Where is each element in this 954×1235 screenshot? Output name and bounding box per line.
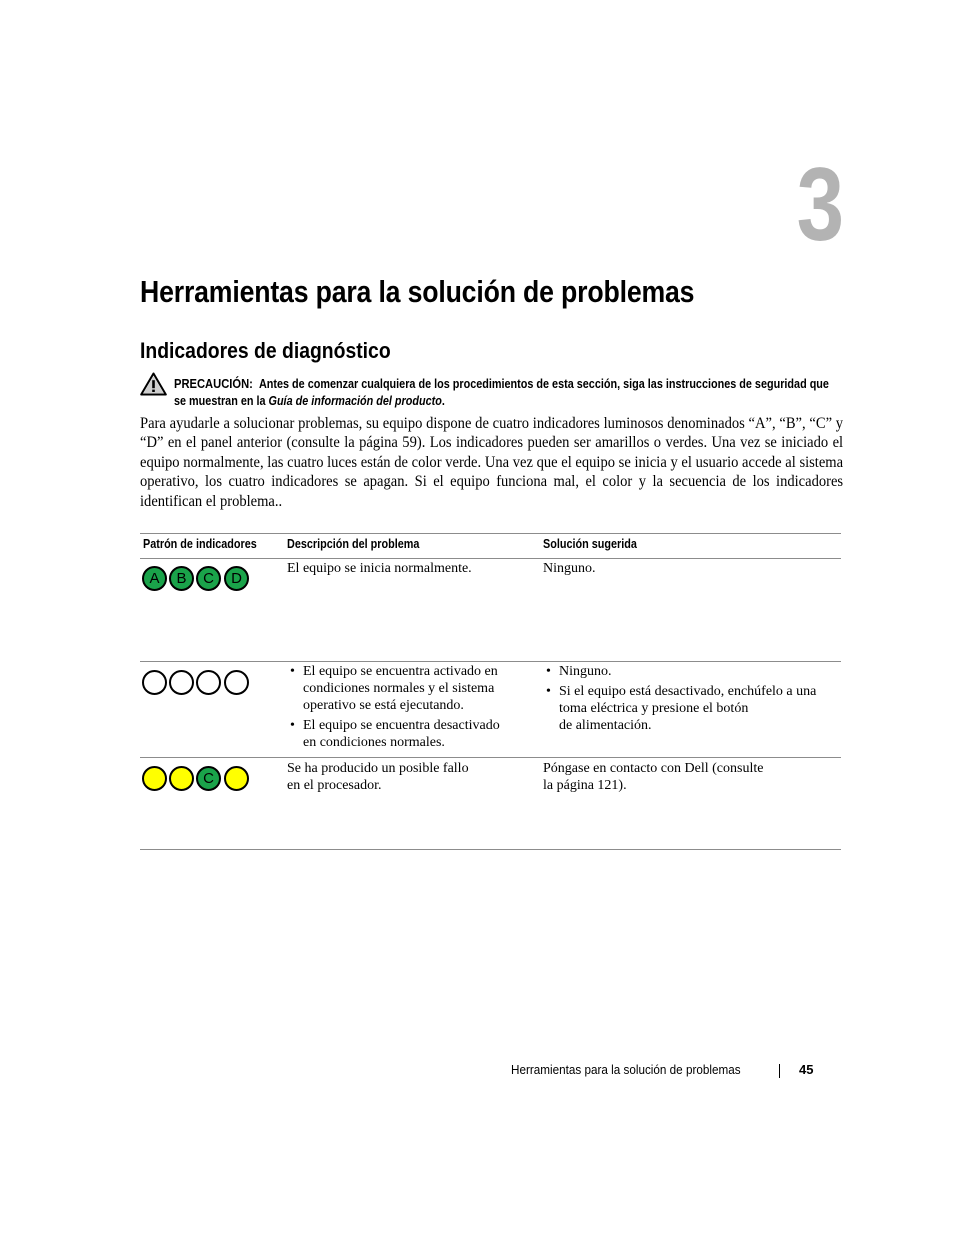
text-line: condiciones normales y el sistema <box>303 681 495 696</box>
text-line: operativo se está ejecutando. <box>303 698 464 713</box>
warning-triangle-icon <box>140 372 167 396</box>
row-1-description: El equipo se inicia normalmente. <box>287 561 472 576</box>
led-a-indicator: A <box>142 566 167 591</box>
header-rule <box>140 558 841 559</box>
text-line: • El equipo se encuentra desactivado <box>303 718 500 733</box>
led-c-indicator <box>196 670 221 695</box>
led-b-indicator <box>169 766 194 791</box>
led-c-indicator: C <box>196 766 221 791</box>
footer-running-title: Herramientas para la solución de problemas <box>511 1062 741 1077</box>
led-c-indicator: C <box>196 566 221 591</box>
chapter-number: 3 <box>796 147 844 263</box>
text-line: Póngase en contacto con Dell (consulte <box>543 761 764 776</box>
led-a-indicator <box>142 766 167 791</box>
text-line: toma eléctrica y presione el botón <box>559 701 749 716</box>
led-pattern-row-3 <box>142 766 254 792</box>
header-solution: Solución sugerida <box>543 537 637 551</box>
caution-text <box>174 375 836 410</box>
text-line: de alimentación. <box>559 718 652 733</box>
chapter-title: Herramientas para la solución de problemas <box>140 274 695 309</box>
led-d-indicator <box>224 670 249 695</box>
text-line: • Ninguno. <box>559 664 612 679</box>
led-d-indicator: D <box>224 566 249 591</box>
row-3-solution <box>543 760 841 794</box>
caution-notice <box>140 372 840 412</box>
row-2-description <box>287 663 537 754</box>
diagnostic-table <box>140 533 841 851</box>
led-pattern-row-2 <box>142 670 254 696</box>
table-bottom-rule <box>140 849 841 850</box>
led-a-indicator <box>142 670 167 695</box>
header-pattern: Patrón de indicadores <box>143 537 257 551</box>
caution-body: Antes de comenzar cualquiera de los procedimientos de esta sección, siga las instrucciones de seguridad que se muestran en la <box>174 377 829 408</box>
led-d-indicator <box>224 766 249 791</box>
row-2-solution <box>543 663 841 737</box>
list-item <box>543 683 841 734</box>
list-item <box>543 663 841 680</box>
text-line: • Si el equipo está desactivado, enchúfelo a una <box>559 684 817 699</box>
section-title: Indicadores de diagnóstico <box>140 338 391 363</box>
led-pattern-row-1 <box>142 566 254 592</box>
footer-separator <box>779 1064 780 1078</box>
led-b-indicator: B <box>169 566 194 591</box>
table-top-rule <box>140 533 841 534</box>
row-2-rule <box>140 757 841 758</box>
caution-end: . <box>441 394 445 408</box>
product-guide-title: Guía de información del producto <box>268 394 442 408</box>
intro-paragraph: Para ayudarle a solucionar problemas, su equipo dispone de cuatro indicadores luminosos denominados “A”, “B”, “C” y “D” en el panel anterior (consulte la página 59). Los indicadores pueden ser amarillos o verdes. Una vez se iniciado el equipo normalmente, las cuatro luces están de color verde. Una vez que el equipo se inicia y el usuario accede al sistema operativo, los cuatro indicadores se apagan. Si el equipo funciona mal, el color y la secuencia de los indicadores identifican el problema.. <box>140 415 844 510</box>
text-line: • El equipo se encuentra activado en <box>303 664 498 679</box>
text-line: la página 121). <box>543 778 627 793</box>
header-description: Descripción del problema <box>287 537 420 551</box>
row-1-solution: Ninguno. <box>543 561 596 576</box>
list-item <box>287 663 537 714</box>
row-1-rule <box>140 661 841 662</box>
text-line: Se ha producido un posible fallo <box>287 761 469 776</box>
list-item <box>287 717 537 751</box>
text-line: en condiciones normales. <box>303 735 445 750</box>
led-b-indicator <box>169 670 194 695</box>
caution-label: PRECAUCIÓN: <box>174 376 253 391</box>
text-line: en el procesador. <box>287 778 382 793</box>
row-3-description <box>287 760 537 794</box>
page-number: 45 <box>799 1062 814 1077</box>
